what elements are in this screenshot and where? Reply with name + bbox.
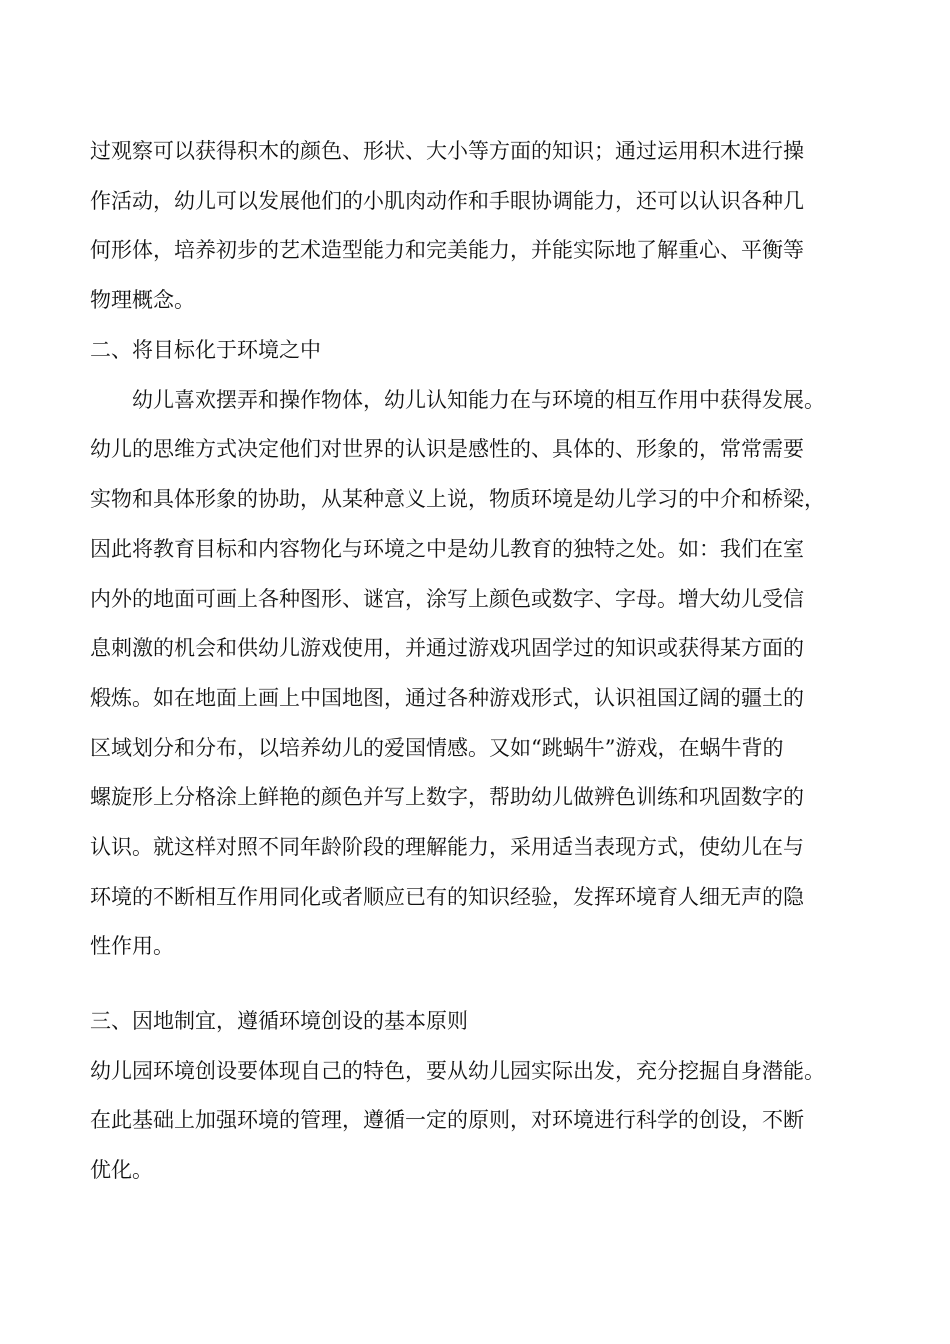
section-heading-2: 二、将目标化于环境之中 [90, 338, 321, 362]
paragraph-line: 因此将教育目标和内容物化与环境之中是幼儿教育的独特之处。如：我们在室 [90, 537, 804, 561]
paragraph-line: 性作用。 [90, 934, 174, 958]
paragraph-line: 过观察可以获得积木的颜色、形状、大小等方面的知识；通过运用积木进行操 [90, 139, 804, 163]
paragraph-line: 螺旋形上分格涂上鲜艳的颜色并写上数字，帮助幼儿做辨色训练和巩固数字的 [90, 785, 804, 809]
paragraph-line: 幼儿园环境创设要体现自己的特色，要从幼儿园实际出发，充分挖掘自身潜能。 [90, 1059, 825, 1083]
paragraph-line: 内外的地面可画上各种图形、谜宫，涂写上颜色或数字、字母。增大幼儿受信 [90, 587, 804, 611]
paragraph-line: 环境的不断相互作用同化或者顺应已有的知识经验，发挥环境育人细无声的隐 [90, 885, 804, 909]
paragraph-line: 煅炼。如在地面上画上中国地图，通过各种游戏形式，认识祖国辽阔的疆土的 [90, 686, 804, 710]
paragraph-line: 何形体，培养初步的艺术造型能力和完美能力，并能实际地了解重心、平衡等 [90, 238, 804, 262]
paragraph-line: 作活动，幼儿可以发展他们的小肌肉动作和手眼协调能力，还可以认识各种几 [90, 189, 804, 213]
paragraph-line: 在此基础上加强环境的管理，遵循一定的原则，对环境进行科学的创设，不断 [90, 1108, 804, 1132]
paragraph-line: 幼儿喜欢摆弄和操作物体，幼儿认知能力在与环境的相互作用中获得发展。 [132, 388, 825, 412]
paragraph-line: 认识。就这样对照不同年龄阶段的理解能力，采用适当表现方式，使幼儿在与 [90, 835, 804, 859]
paragraph-line: 幼儿的思维方式决定他们对世界的认识是感性的、具体的、形象的，常常需要 [90, 437, 804, 461]
paragraph-line: 息刺激的机会和供幼儿游戏使用，并通过游戏巩固学过的知识或获得某方面的 [90, 636, 804, 660]
paragraph-line: 优化。 [90, 1158, 153, 1182]
paragraph-line: 物理概念。 [90, 288, 195, 312]
section-heading-3: 三、因地制宜，遵循环境创设的基本原则 [90, 1009, 468, 1033]
paragraph-line: 区域划分和分布，以培养幼儿的爱国情感。又如“跳蜗牛”游戏，在蜗牛背的 [90, 736, 784, 760]
paragraph-line: 实物和具体形象的协助，从某种意义上说，物质环境是幼儿学习的中介和桥梁， [90, 487, 825, 511]
